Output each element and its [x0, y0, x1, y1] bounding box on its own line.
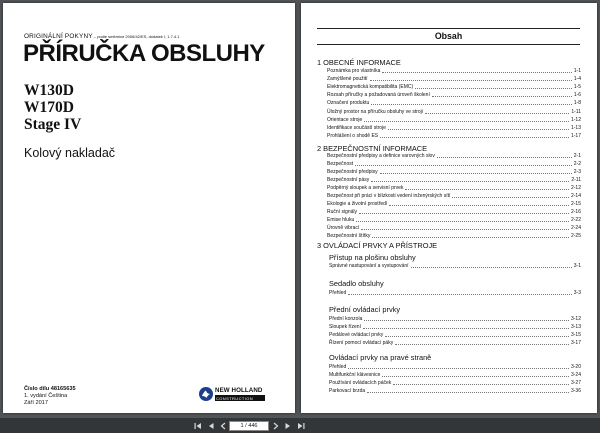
- toc-entry[interactable]: Přední konzola 3-12: [329, 316, 581, 322]
- edition: 1. vydání Čeština: [24, 393, 68, 399]
- toc-entry[interactable]: Správné nastupování a vystupování 3-1: [329, 263, 581, 269]
- page-forward-icon[interactable]: [271, 421, 281, 430]
- toc-entry[interactable]: Bezpečnostní předpisy a definice varovných slov 2-1: [327, 153, 581, 159]
- toc-entry[interactable]: Orientace stroje 1-12: [327, 117, 581, 123]
- toc-subsection-heading: Sedadlo obsluhy: [329, 279, 384, 288]
- toc-section-1: 1 OBECNÉ INFORMACE: [317, 58, 401, 67]
- machine-type: Kolový nakladač: [24, 146, 116, 160]
- toc-entry[interactable]: Pedálové ovládací prvky 3-15: [329, 332, 581, 338]
- previous-page-icon[interactable]: [206, 421, 216, 430]
- toc-entry[interactable]: Multifunkční klávesnice 3-24: [329, 372, 581, 378]
- toc-entry[interactable]: Rozsah příručky a požadovaná úroveň školení 1-6: [327, 92, 581, 98]
- model-w170d: W170D: [24, 99, 74, 116]
- publication-date: Září 2017: [24, 400, 48, 406]
- toc-entry[interactable]: Poznámka pro vlastníka 1-1: [327, 68, 581, 74]
- directive-note: – podle směrnice 2006/42/ES, dodatek I, 1.7.4.1: [92, 34, 180, 39]
- toc-entry[interactable]: Bezpečnostní pásy 2-11: [327, 177, 581, 183]
- model-stage: Stage IV: [24, 116, 82, 133]
- toc-entry[interactable]: Parkovací brzda 3-36: [329, 388, 581, 394]
- toc-subsection-heading: Ovládací prvky na pravé straně: [329, 353, 432, 362]
- toc-entry[interactable]: Bezpečnost 2-2: [327, 161, 581, 167]
- brand-name: NEW HOLLAND: [215, 387, 263, 394]
- cover-page: [3, 3, 295, 413]
- brand-subline: CONSTRUCTION: [216, 395, 254, 401]
- toc-entry[interactable]: Úložný prostor na příručku obsluhy ve stroji 1-11: [327, 109, 581, 115]
- toc-entry[interactable]: Sloupek řízení 3-13: [329, 324, 581, 330]
- toc-entry[interactable]: Elektromagnetická kompatibilita (EMC) 1-5: [327, 84, 581, 90]
- part-number: Číslo dílu 48165635: [24, 386, 76, 392]
- toc-subsection-heading: Přední ovládací prvky: [329, 305, 401, 314]
- toc-entry[interactable]: Používání ovládacích páček 3-27: [329, 380, 581, 386]
- toc-entry[interactable]: Úrovně vibrací 2-24: [327, 225, 581, 231]
- toc-entry[interactable]: Bezpečnostní štítky 2-25: [327, 233, 581, 239]
- toc-page: [301, 3, 597, 413]
- new-holland-logo: [199, 386, 269, 404]
- toc-entry[interactable]: Ekologie a životní prostředí 2-15: [327, 201, 581, 207]
- toc-entry[interactable]: Identifikace součástí stroje 1-13: [327, 125, 581, 131]
- original-instructions-line: [24, 33, 179, 40]
- toc-entry[interactable]: Přehled 3-20: [329, 364, 581, 370]
- first-page-icon[interactable]: [193, 421, 203, 430]
- toc-entry[interactable]: Řízení pomocí ovládací páky 3-17: [329, 340, 581, 346]
- toc-entry[interactable]: Bezpečnost při práci v blízkosti vedení inženýrských sítí 2-14: [327, 193, 581, 199]
- toc-entry[interactable]: Podpěrný sloupek a servisní prvek 2-12: [327, 185, 581, 191]
- toc-section-2: 2 BEZPEČNOSTNÍ INFORMACE: [317, 144, 428, 153]
- next-page-icon[interactable]: [283, 421, 293, 430]
- manual-title: PŘÍRUČKA OBSLUHY: [23, 40, 265, 67]
- toc-entry[interactable]: Označení produktu 1-8: [327, 100, 581, 106]
- toc-title: Obsah: [317, 28, 580, 45]
- model-w130d: W130D: [24, 82, 74, 99]
- toc-section-3: 3 OVLÁDACÍ PRVKY A PŘÍSTROJE: [317, 241, 438, 250]
- toc-subsection-heading: Přístup na plošinu obsluhy: [329, 253, 416, 262]
- page-number-input[interactable]: 1 / 446: [229, 421, 269, 431]
- original-instructions-label: ORIGINÁLNÍ POKYNY: [24, 33, 93, 40]
- viewer-toolbar: [0, 418, 600, 433]
- toc-entry[interactable]: Bezpečnostní předpisy 2-3: [327, 169, 581, 175]
- toc-entry[interactable]: Zamýšlené použití 1-4: [327, 76, 581, 82]
- brand-emblem-icon: [199, 387, 213, 401]
- toc-entry[interactable]: Prohlášení o shodě ES 1-17: [327, 133, 581, 139]
- toc-entry[interactable]: Přehled 3-3: [329, 290, 581, 296]
- last-page-icon[interactable]: [296, 421, 306, 430]
- page-back-icon[interactable]: [218, 421, 228, 430]
- toc-entry[interactable]: Ruční signály 2-16: [327, 209, 581, 215]
- toc-entry[interactable]: Emise hluku 2-22: [327, 217, 581, 223]
